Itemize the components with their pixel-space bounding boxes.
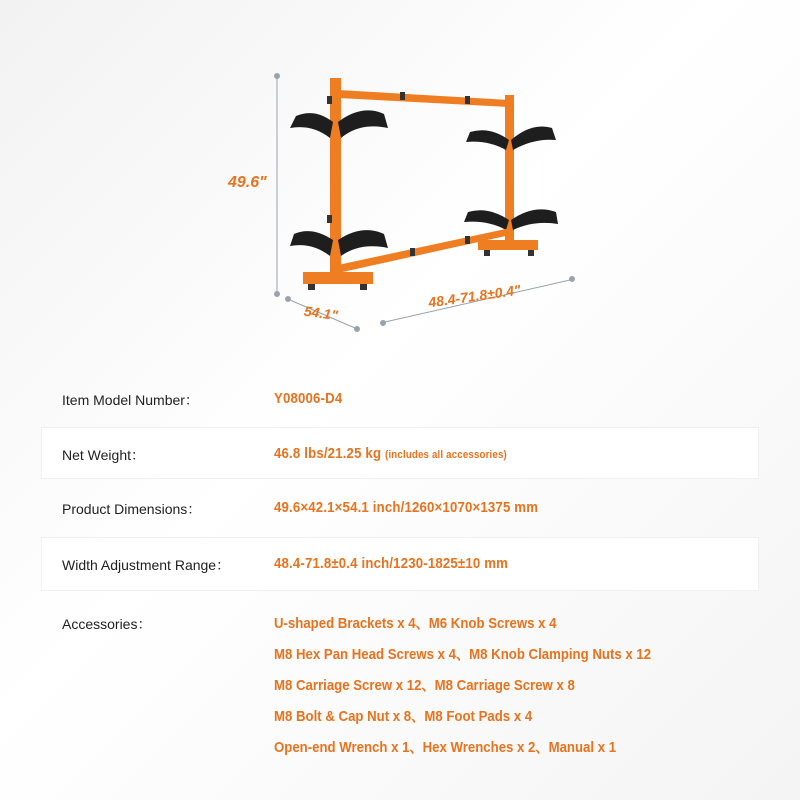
accessories-line: M8 Hex Pan Head Screws x 4、M8 Knob Clamping Nuts x 12 [274, 646, 652, 663]
weight-value: 46.8 lbs/21.25 kg [274, 445, 382, 462]
depth-dimension-label: 54.1" [303, 302, 339, 324]
rear-frame [464, 95, 558, 256]
spec-row-model [42, 376, 758, 420]
adjustment-value: 48.4-71.8±0.4 inch/1230-1825±10 mm [274, 555, 509, 572]
adjustment-label: Width Adjustment Range： [62, 557, 231, 573]
accessories-line: U-shaped Brackets x 4、M6 Knob Screws x 4 [274, 615, 557, 632]
spec-row-adjustment [42, 538, 758, 590]
weight-value-group [274, 445, 507, 462]
kayak-rack-illustration [0, 0, 800, 360]
spec-row-accessories [42, 600, 758, 780]
accessories-line: M8 Carriage Screw x 12、M8 Carriage Screw x 8 [274, 677, 575, 694]
accessories-line: M8 Bolt & Cap Nut x 8、M8 Foot Pads x 4 [274, 708, 533, 725]
weight-note: (includes all accessories) [385, 449, 507, 461]
spec-row-weight [42, 428, 758, 478]
accessories-line: Open-end Wrench x 1、Hex Wrenches x 2、Manual x 1 [274, 739, 617, 756]
dimensions-label: Product Dimensions： [62, 501, 202, 517]
height-dimension-label: 49.6" [228, 174, 267, 191]
accessories-label: Accessories： [62, 616, 152, 632]
dimension-lines [275, 74, 575, 332]
model-value: Y08006-D4 [274, 390, 343, 407]
weight-label: Net Weight： [62, 447, 145, 463]
dimensions-value: 49.6×42.1×54.1 inch/1260×1070×1375 mm [274, 499, 539, 516]
spec-row-dimensions [42, 484, 758, 532]
width-dimension-label: 48.4-71.8±0.4" [427, 281, 522, 311]
model-label: Item Model Number： [62, 392, 199, 408]
